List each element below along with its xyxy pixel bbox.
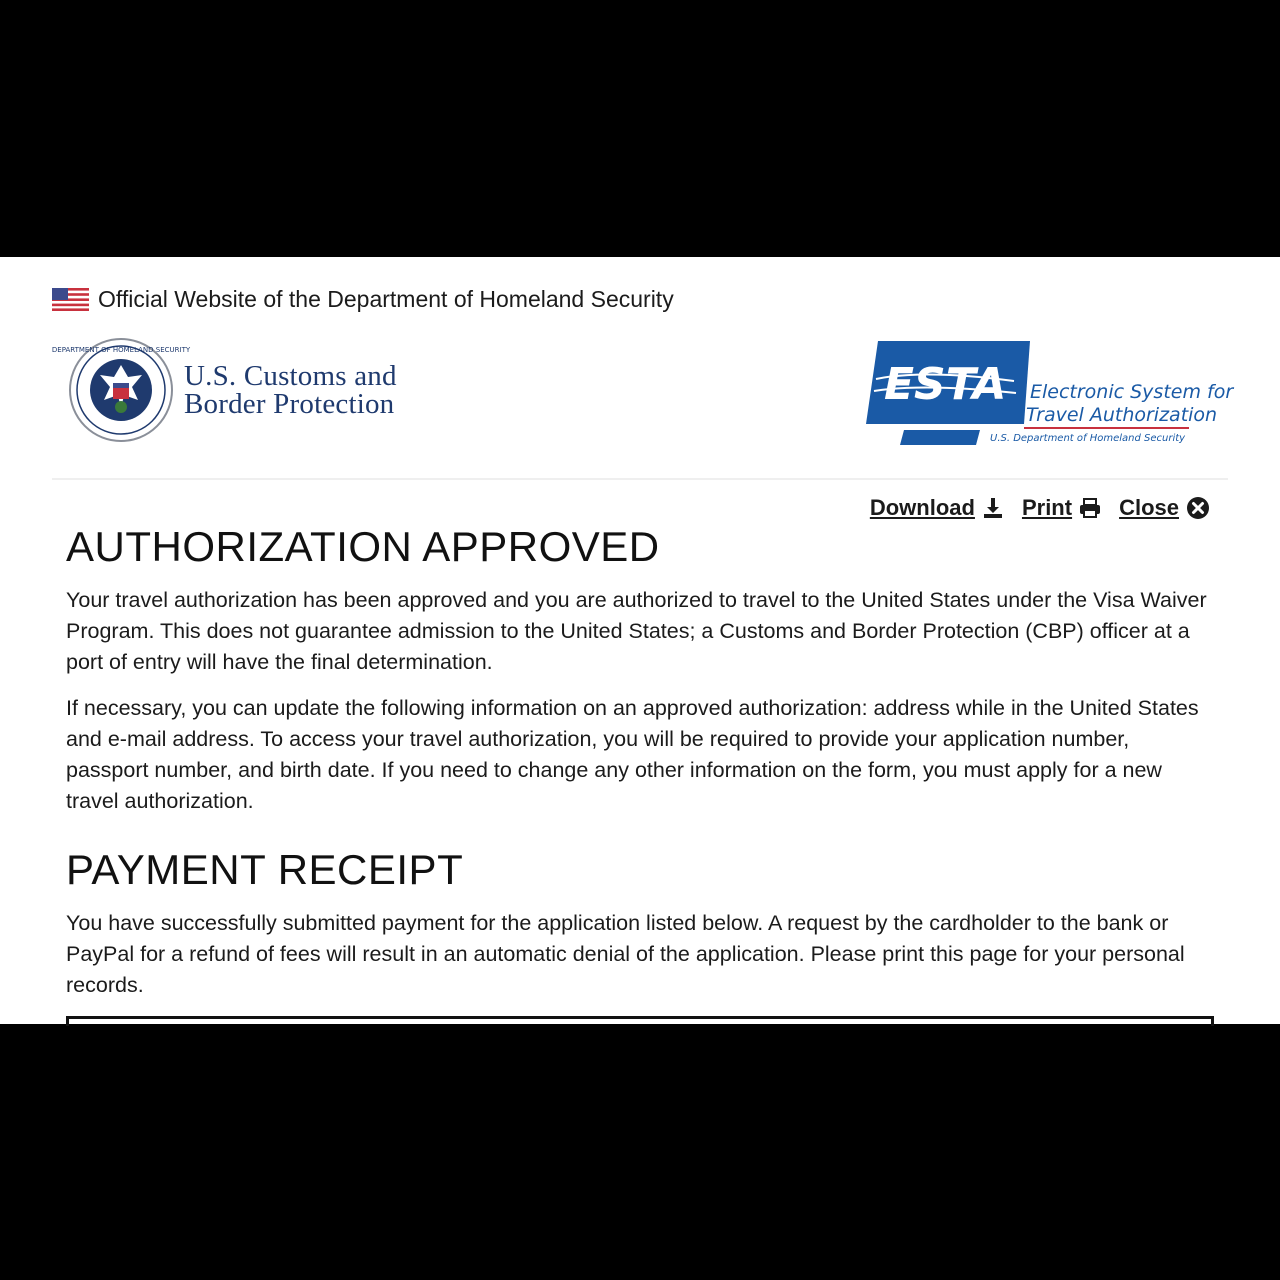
download-label: Download	[869, 495, 975, 520]
close-label: Close	[1119, 495, 1179, 520]
dhs-seal-icon	[51, 337, 191, 443]
esta-acronym: ESTA	[884, 359, 1007, 410]
header-divider	[52, 478, 1228, 480]
esta-dept: U.S. Department of Homeland Security	[990, 433, 1186, 444]
esta-logo-graphic	[864, 339, 1234, 449]
download-icon	[982, 497, 1004, 519]
download-button[interactable]	[870, 495, 1004, 521]
close-button[interactable]	[1119, 495, 1210, 521]
page	[0, 257, 1280, 1024]
authorization-paragraph-2: If necessary, you can update the following information on an approved authorization: address while in the United States and e-mail address. To access your travel authorization, you will be required to provide your application number, passport number, and birth date. If you need to change any other information on the form, you must apply for a new travel authorization.	[66, 696, 1199, 813]
esta-line2: Travel Authorization	[1026, 404, 1218, 426]
cbp-name-line1: U.S. Customs and	[184, 360, 397, 392]
esta-logo[interactable]	[864, 339, 1234, 449]
seal-text: DEPARTMENT OF HOMELAND SECURITY	[51, 346, 191, 354]
print-label: Print	[1021, 495, 1073, 520]
esta-line1: Electronic System for	[1030, 381, 1234, 403]
action-bar	[852, 495, 1210, 521]
print-icon	[1079, 497, 1101, 519]
receipt-table	[66, 1016, 1214, 1026]
close-icon	[1186, 496, 1210, 520]
cbp-name-line2: Border Protection	[184, 388, 395, 420]
gov-banner-text: Official Website of the Department of Homeland Security	[98, 285, 674, 312]
print-button[interactable]	[1022, 495, 1101, 521]
authorization-heading: AUTHORIZATION APPROVED	[66, 523, 660, 570]
payment-heading: PAYMENT RECEIPT	[66, 846, 464, 893]
us-flag-icon	[52, 288, 89, 311]
authorization-paragraph-1: Your travel authorization has been approved and you are authorized to travel to the United States under the Visa Waiver Program. This does not guarantee admission to the United States; a Customs and Border Protection (CBP) officer at a port of entry will have the final determination.	[66, 588, 1207, 674]
cbp-logo[interactable]	[51, 337, 397, 443]
gov-banner	[52, 285, 674, 313]
payment-paragraph: You have successfully submitted payment for the application listed below. A request by the cardholder to the bank or PayPal for a refund of fees will result in an automatic denial of the application. Please print this page for your personal records.	[66, 911, 1185, 997]
